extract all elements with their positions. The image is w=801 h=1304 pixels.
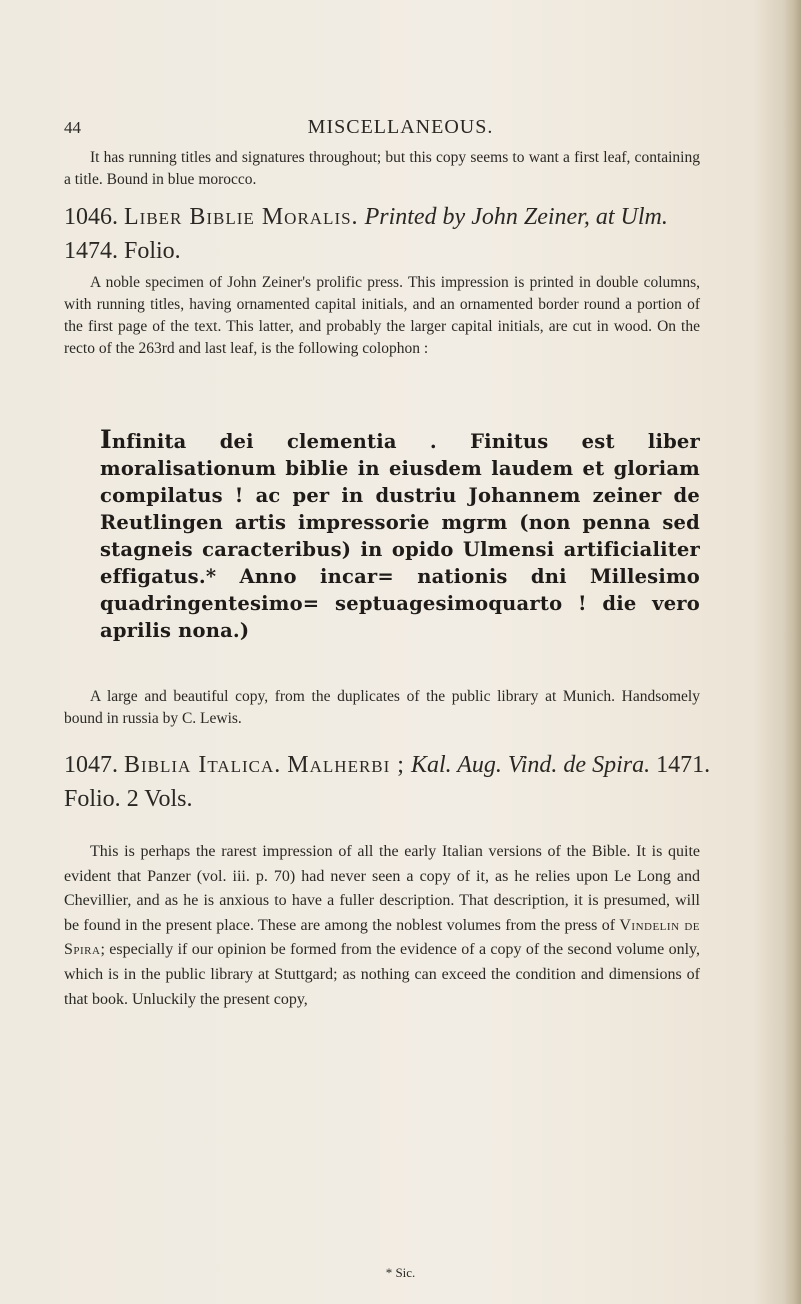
entry-1046-heading bbox=[64, 200, 714, 268]
entry-year: 1474. bbox=[64, 238, 118, 264]
entry-1046-description: A noble specimen of John Zeiner's prolific press. This impression is printed in double columns, with running titles, having ornamented capital initials, and an ornamented border round a portion of the first page of the text. This latter, and probably the larger capital initials, are cut in wood. On the recto of the 263rd and last leaf, is the following colophon : bbox=[64, 274, 700, 357]
description-part-2: ; especially if our opinion be formed from the evidence of a copy of the second volume only, which is in the public library at Stuttgard; as nothing can exceed the condition and dimensions of that book. Unluckily the present copy, bbox=[64, 941, 700, 1008]
page-edge-shadow bbox=[783, 0, 801, 1304]
footnote: * Sic. bbox=[385, 1265, 416, 1280]
entry-translator: Malherbi ; bbox=[287, 752, 405, 778]
entry-title: Liber Biblie Moralis. bbox=[124, 204, 359, 230]
page-number: 44 bbox=[64, 118, 81, 137]
entry-number: 1047. bbox=[64, 752, 118, 778]
running-title: MISCELLANEOUS. bbox=[307, 116, 494, 138]
entry-printer: Vind. de Spira. bbox=[507, 752, 651, 778]
entry-title: Biblia Italica. bbox=[124, 752, 282, 778]
entry-year: 1471. bbox=[656, 752, 711, 778]
printer-name: Vindelin de Spira bbox=[64, 916, 700, 959]
colophon-initial: I bbox=[100, 425, 112, 454]
entry-1047-heading bbox=[64, 748, 714, 816]
entry-date: Kal. Aug. bbox=[410, 752, 502, 778]
entry-volumes: 2 Vols. bbox=[126, 786, 193, 812]
entry-format: Folio. bbox=[124, 238, 181, 264]
entry-number: 1046. bbox=[64, 204, 118, 230]
description-part-1: This is perhaps the rarest impression of all the early Italian versions of the Bible. It is quite evident that Panzer (vol. iii. p. 70) had never seen a copy of it, as he relies upon Le Long and Chevillier, and as he is anxious to have a fuller description. That description, it is presumed, will be found in the present place. These are among the noblest volumes from the press of bbox=[64, 843, 700, 934]
entry-imprint: Printed by John Zeiner, at Ulm. bbox=[364, 204, 668, 230]
entry-1046-note: A large and beautiful copy, from the duplicates of the public library at Munich. Handsomely bound in russia by C. Lewis. bbox=[64, 688, 700, 727]
colophon-blackletter bbox=[100, 426, 700, 644]
entry-format: Folio. bbox=[64, 786, 121, 812]
intro-paragraph: It has running titles and signatures throughout; but this copy seems to want a first leaf, containing a title. Bound in blue morocco. bbox=[64, 149, 700, 188]
entry-1047-description bbox=[64, 840, 700, 1012]
colophon-text: nfinita dei clementia . Finitus est liber moralisationum biblie in eiusdem laudem et gloriam compilatus ! ac per in dustriu Johannem zeiner de Reutlingen artis impressorie mgrm (non penna sed stagneis caracteribus) in opido Ulmensi artificialiter effigatus.* Anno incar= nationis dni Millesimo quadringentesimo= septuagesimoquarto ! die vero aprilis nona.) bbox=[100, 430, 700, 642]
